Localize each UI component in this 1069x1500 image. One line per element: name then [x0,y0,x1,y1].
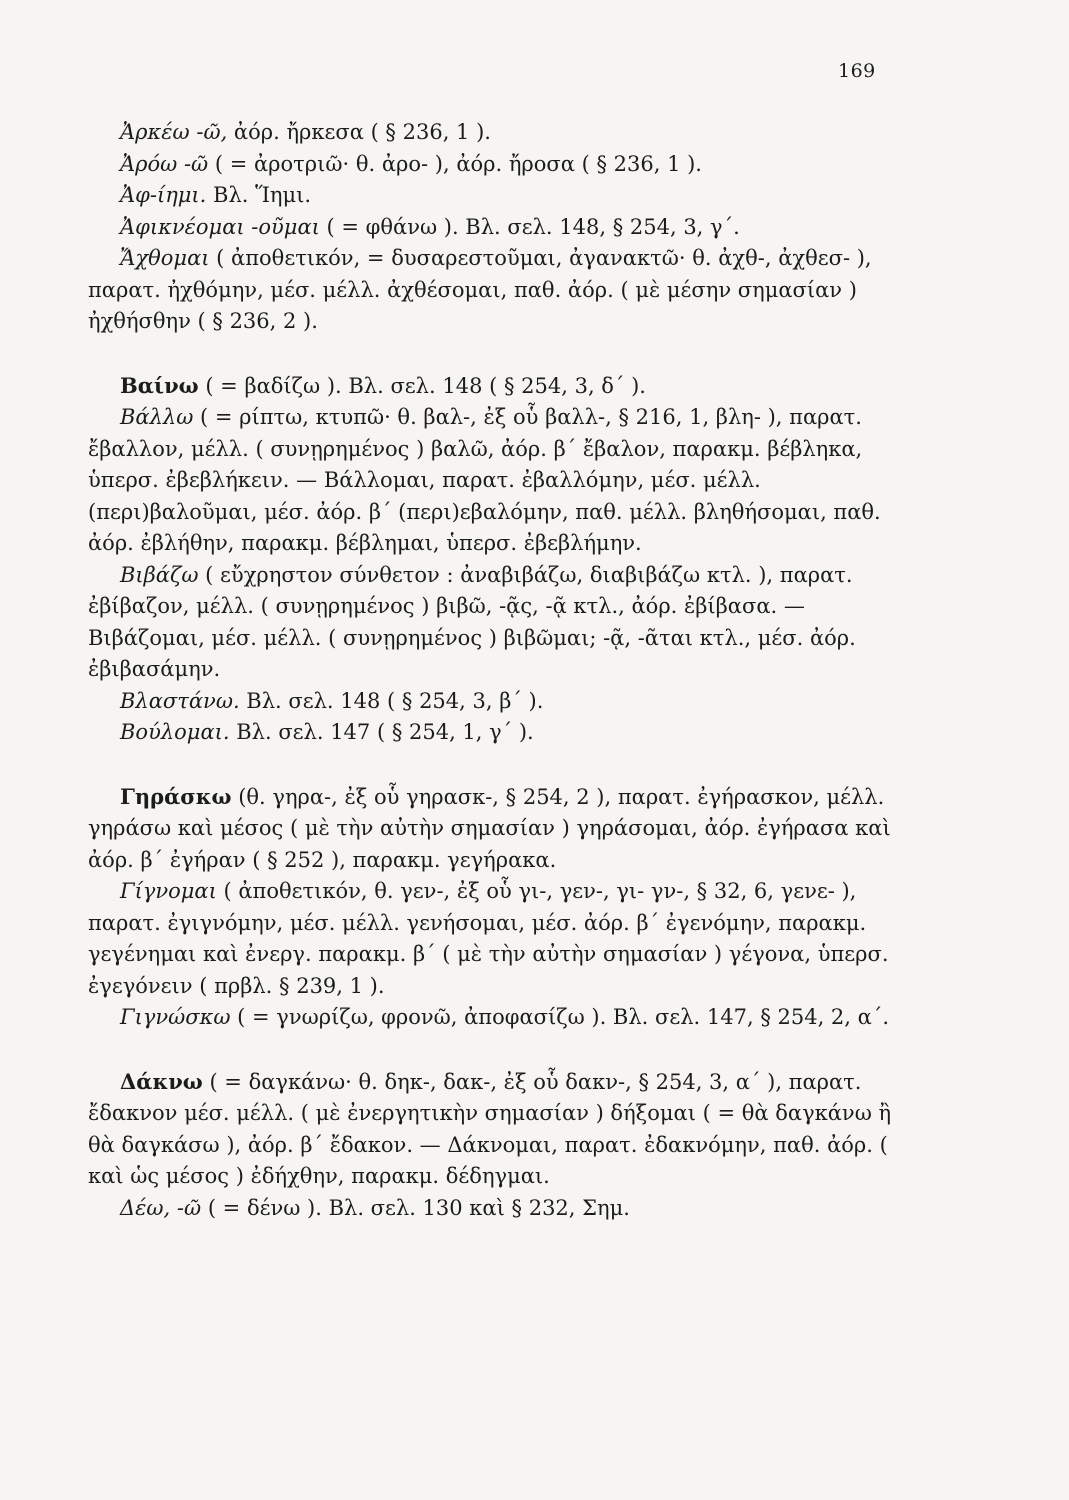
entry-text: ( = δένω ). Βλ. σελ. 130 καὶ § 232, Σημ. [201,1195,630,1220]
entry-headword: Γιγνώσκω [120,1005,231,1029]
dictionary-entry [88,1002,923,1034]
entry-headword: Γηράσκω [120,783,232,809]
entry-text: ( = ἀροτριῶ· θ. ἀρο- ), ἀόρ. ἤροσα ( § 236, 1 ). [208,151,702,176]
dictionary-entry [88,402,923,560]
entry-text: ( = ρίπτω, κτυπῶ· θ. βαλ-, ἐξ οὗ βαλλ-, § 216, 1, βλη- ), παρατ. ἔβαλλον, μέλλ. ( συνῃρημένος ) βαλῶ, ἀόρ. β΄ ἔβαλον, παρακμ. βέβληκα, ὑπερσ. ἐβεβλήκειν. — Βάλλομαι, παρατ. ἐβαλλόμην, μέσ. μέλλ. (περι)βαλοῦμαι, μέσ. ἀόρ. β΄ (περι)εβαλόμην, παθ. μέλλ. βληθήσομαι, παθ. ἀόρ. ἐβλήθην, παρακμ. βέβλημαι, ὑπερσ. ἐβεβλήμην. [88,405,881,555]
entry-text: ( ἀποθετικόν, θ. γεν-, ἐξ οὗ γι-, γεν-, γι- γν-, § 32, 6, γενε- ), παρατ. ἐγιγνόμην, μέσ. μέλλ. γενήσομαι, μέσ. ἀόρ. β΄ ἐγενόμην, παρακμ. γεγένημαι καὶ ἐνεργ. παρακμ. β΄ ( μὲ τὴν αὐτὴν σημασίαν ) γέγονα, ὑπερσ. ἐγεγόνειν ( πρβλ. § 239, 1 ). [88,879,889,998]
entry-text: ( = φθάνω ). Βλ. σελ. 148, § 254, 3, γ΄. [319,214,740,239]
entry-headword: Βούλομαι. [120,720,230,744]
entry-headword: Βιβάζω [120,562,199,587]
entry-headword: Βλαστάνω. [120,688,240,713]
dictionary-entry [88,149,923,181]
entry-headword: Ἀφικνέομαι -οῦμαι [120,214,320,239]
entry-text: ( ἀποθετικόν, = δυσαρεστοῦμαι, ἀγανακτῶ· θ. ἀχθ-, ἀχθεσ- ), παρατ. ἠχθόμην, μέσ. μέλλ. ἀχθέσομαι, παθ. ἀόρ. ( μὲ μέσην σημασίαν ) ἠχθήσθην ( § 236, 2 ). [88,246,872,333]
dictionary-entry [88,212,923,244]
entry-headword: Βάλλω [120,405,194,429]
entry-text: ἀόρ. ἤρκεσα ( § 236, 1 ). [227,120,491,144]
entry-headword: Γίγνομαι [120,879,217,903]
dictionary-entry [88,1193,923,1225]
entry-headword: Δέω, -ῶ [120,1195,202,1220]
page-number: 169 [838,60,876,82]
dictionary-entry [88,1066,923,1193]
dictionary-entry [88,781,923,877]
dictionary-entry [88,560,923,686]
dictionary-entry [88,876,923,1002]
dictionary-entry [88,180,923,212]
entry-text: ( = δαγκάνω· θ. δηκ-, δακ-, ἐξ οὗ δακν-, § 254, 3, α΄ ), παρατ. ἔδακνον μέσ. μέλλ. ( μὲ ἐνεργητικὴν σημασίαν ) δήξομαι ( = θὰ δαγκάνω ἢ θὰ δαγκάσω ), ἀόρ. β΄ ἔδακον. — Δάκνομαι, παρατ. ἐδακνόμην, παθ. ἀόρ. ( καὶ ὡς μέσος ) ἐδήχθην, παρακμ. δέδηγμαι. [88,1069,892,1188]
dictionary-entry [88,117,923,149]
entry-text: Βλ. Ἵημι. [206,183,312,207]
entry-headword: Δάκνω [120,1068,203,1094]
entry-text: ( = γνωρίζω, φρονῶ, ἀποφασίζω ). Βλ. σελ. 147, § 254, 2, α΄. [230,1005,889,1029]
entry-headword: Βαίνω [120,372,199,398]
entry-headword: Ἄχθομαι [120,246,210,270]
entry-headword: Ἀφ-ίημι. [120,183,207,207]
dictionary-entry [88,243,923,338]
entry-text: ( εὔχρηστον σύνθετον : ἀναβιβάζω, διαβιβάζω κτλ. ), παρατ. ἐβίβαζον, μέλλ. ( συνῃρημένος ) βιβῶ, -ᾷς, -ᾷ κτλ., ἀόρ. ἐβίβασα. — Βιβάζομαι, μέσ. μέλλ. ( συνῃρημένος ) βιβῶμαι; -ᾷ, -ᾶται κτλ., μέσ. ἀόρ. ἐβιβασάμην. [88,562,856,681]
entry-text: Βλ. σελ. 147 ( § 254, 1, γ΄ ). [229,720,534,744]
dictionary-entry [88,370,923,403]
entry-headword: Ἀρκέω -ῶ, [120,120,228,144]
entry-text: (θ. γηρα-, ἐξ οὗ γηρασκ-, § 254, 2 ), παρατ. ἐγήρασκον, μέλλ. γηράσω καὶ μέσος ( μὲ τὴν αὐτὴν σημασίαν ) γηράσομαι, ἀόρ. ἐγήρασα καὶ ἀόρ. β΄ ἐγήραν ( § 252 ), παρακμ. γεγήρακα. [88,784,891,872]
dictionary-entry [88,717,923,749]
entry-text: ( = βαδίζω ). Βλ. σελ. 148 ( § 254, 3, δ΄ ). [198,373,646,398]
dictionary-text [88,117,923,1224]
entry-headword: Ἀρόω -ῶ [120,151,209,176]
dictionary-entry [88,686,923,718]
entry-text: Βλ. σελ. 148 ( § 254, 3, β΄ ). [239,688,544,713]
